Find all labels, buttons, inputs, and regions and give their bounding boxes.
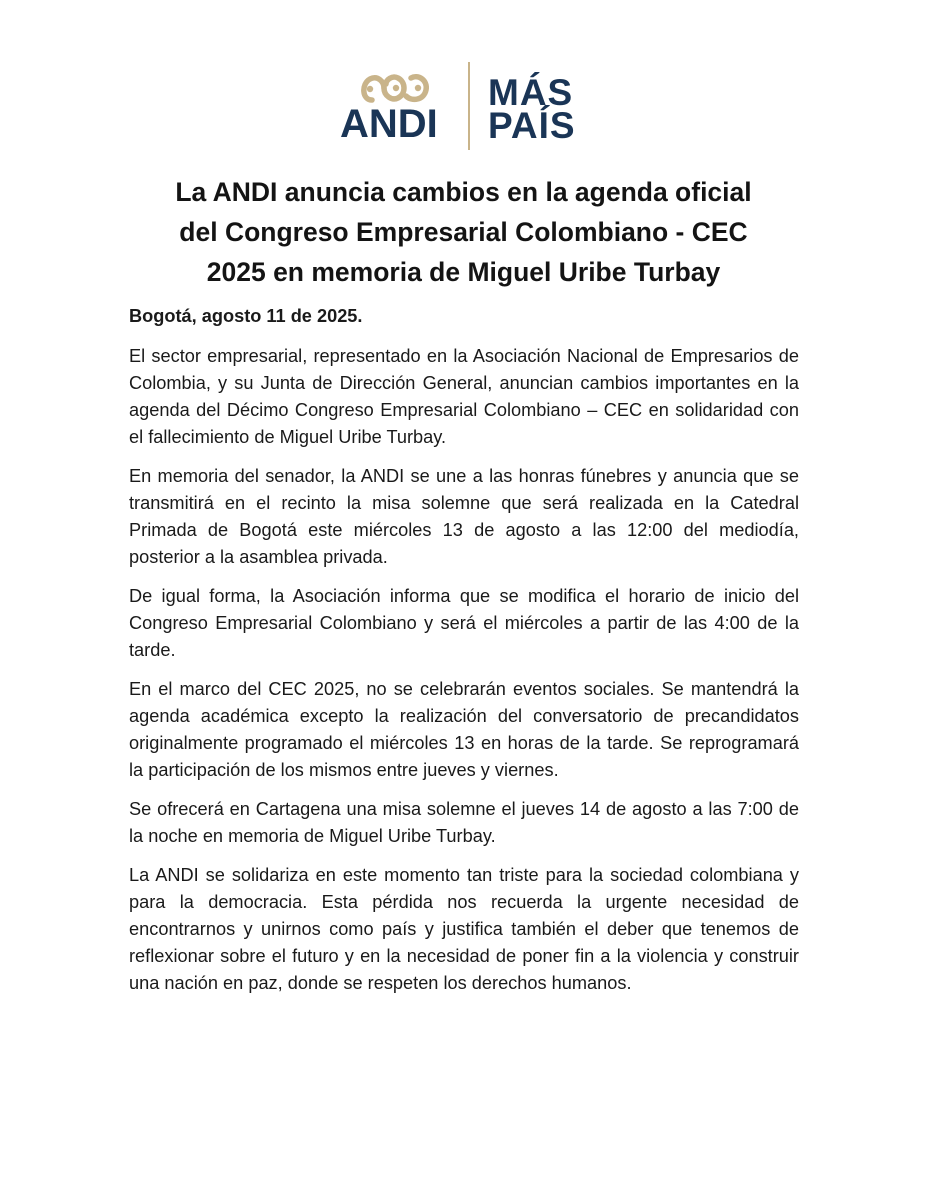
logo-divider xyxy=(468,62,470,150)
mas-pais-logo xyxy=(488,72,576,146)
paragraph: El sector empresarial, representado en la Asociación Nacional de Empresarios de Colombia, y su Junta de Dirección General, anuncian cambios importantes en la agenda del Décimo Congreso Empresarial Colombiano – CEC en solidaridad con el fallecimiento de Miguel Uribe Turbay. xyxy=(129,346,799,447)
title-line-3: 2025 en memoria de Miguel Uribe Turbay xyxy=(206,257,721,287)
document-body xyxy=(129,303,799,1009)
mas-pais-line2: PAÍS xyxy=(488,105,576,146)
title-line-1: La ANDI anuncia cambios en la agenda oficial xyxy=(175,177,752,207)
andi-emblem-icon xyxy=(358,70,432,106)
paragraph: En el marco del CEC 2025, no se celebrarán eventos sociales. Se mantendrá la agenda académica excepto la realización del conversatorio de precandidatos originalmente programado el miércoles 13 en horas de la tarde. Se reprogramará la participación de los mismos entre jueves y viernes. xyxy=(129,679,799,780)
page-title xyxy=(100,172,827,292)
title-line-2: del Congreso Empresarial Colombiano - CEC xyxy=(179,217,748,247)
paragraph: De igual forma, la Asociación informa que se modifica el horario de inicio del Congreso Empresarial Colombiano y será el miércoles a partir de las 4:00 de la tarde. xyxy=(129,586,799,660)
header-logos xyxy=(340,62,590,152)
andi-logo xyxy=(340,70,456,150)
paragraph: La ANDI se solidariza en este momento tan triste para la sociedad colombiana y para la democracia. Esta pérdida nos recuerda la urgente necesidad de encontrarnos y unirnos como país y justifica también el deber que tenemos de reflexionar sobre el futuro y en la necesidad de poner fin a la violencia y construir una nación en paz, donde se respeten los derechos humanos. xyxy=(129,865,799,993)
dateline: Bogotá, agosto 11 de 2025. xyxy=(129,306,363,326)
paragraph: Se ofrecerá en Cartagena una misa solemne el jueves 14 de agosto a las 7:00 de la noche en memoria de Miguel Uribe Turbay. xyxy=(129,799,799,846)
paragraph: En memoria del senador, la ANDI se une a las honras fúnebres y anuncia que se transmitirá en el recinto la misa solemne que será realizada en la Catedral Primada de Bogotá este miércoles 13 de agosto a las 12:00 del mediodía, posterior a la asamblea privada. xyxy=(129,466,799,567)
mas-pais-line1: MÁS xyxy=(488,72,574,113)
andi-wordmark: ANDI xyxy=(340,102,438,146)
